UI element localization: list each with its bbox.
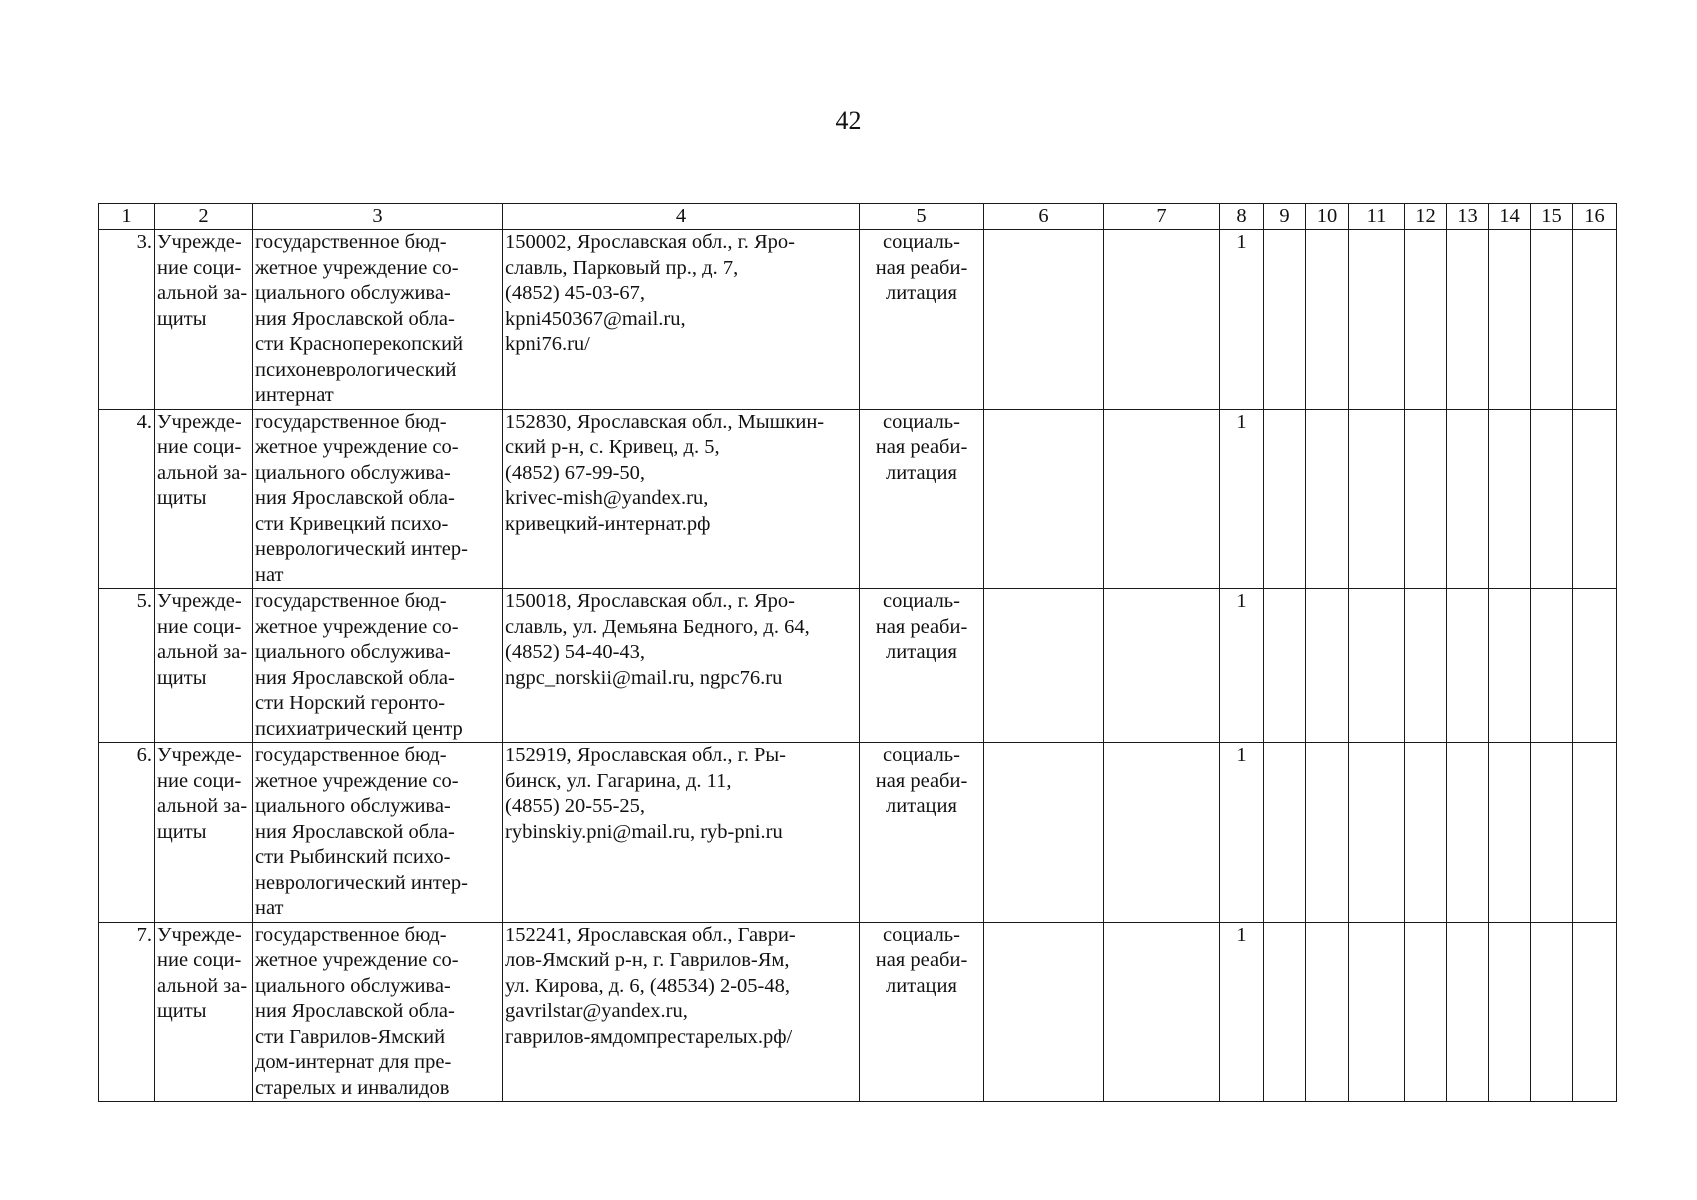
service-type: [860, 589, 984, 743]
institution-type: [155, 409, 253, 589]
cell-col14: [1489, 230, 1531, 410]
cell-col8: 1: [1220, 589, 1264, 743]
column-header: 10: [1306, 204, 1349, 230]
service-type: [860, 922, 984, 1102]
service-type-text: социаль- ная реаби- литация: [875, 231, 968, 304]
cell-col6: [984, 589, 1104, 743]
column-header: 2: [155, 204, 253, 230]
cell-col10: [1306, 743, 1349, 923]
cell-col8: 1: [1220, 922, 1264, 1102]
cell-col7: [1104, 743, 1220, 923]
institution-type-text: Учрежде- ние соци- альной за- щиты: [157, 231, 248, 330]
cell-col13: [1447, 743, 1489, 923]
cell-col7: [1104, 409, 1220, 589]
table-row: [99, 409, 1617, 589]
cell-col10: [1306, 230, 1349, 410]
institution-address: [503, 230, 860, 410]
cell-col11: [1349, 230, 1405, 410]
institution-name-text: государственное бюд- жетное учреждение со- циального обслужива- ния Ярославской обла- сти Кривецкий психо- неврологический интер- нат: [255, 410, 468, 586]
cell-col13: [1447, 230, 1489, 410]
cell-col8: 1: [1220, 230, 1264, 410]
institution-type-text: Учрежде- ние соци- альной за- щиты: [157, 410, 248, 509]
service-type: [860, 230, 984, 410]
cell-col9: [1264, 409, 1306, 589]
table-row: [99, 589, 1617, 743]
table-row: [99, 922, 1617, 1102]
column-header: 15: [1531, 204, 1573, 230]
cell-col12: [1405, 922, 1447, 1102]
cell-col10: [1306, 589, 1349, 743]
cell-col11: [1349, 589, 1405, 743]
cell-col16: [1573, 230, 1617, 410]
institution-address: [503, 743, 860, 923]
cell-col8: 1: [1220, 409, 1264, 589]
institutions-table: [98, 203, 1617, 1102]
cell-col7: [1104, 230, 1220, 410]
column-header: 6: [984, 204, 1104, 230]
cell-col13: [1447, 409, 1489, 589]
service-type-text: социаль- ная реаби- литация: [875, 923, 968, 997]
row-number: 6.: [99, 743, 155, 923]
column-header: 8: [1220, 204, 1264, 230]
institution-name-text: государственное бюд- жетное учреждение со- циального обслужива- ния Ярославской обла- сти Рыбинский психо- неврологический интер- нат: [255, 744, 468, 919]
row-number: 5.: [99, 589, 155, 743]
row-number: 4.: [99, 409, 155, 589]
cell-col9: [1264, 922, 1306, 1102]
institution-type-text: Учрежде- ние соци- альной за- щиты: [157, 744, 248, 843]
cell-col10: [1306, 409, 1349, 589]
column-header: 1: [99, 204, 155, 230]
institution-name: [253, 922, 503, 1102]
service-type-text: социаль- ная реаби- литация: [875, 410, 968, 484]
cell-col14: [1489, 743, 1531, 923]
cell-col12: [1405, 743, 1447, 923]
service-type: [860, 409, 984, 589]
service-type: [860, 743, 984, 923]
table-row: [99, 743, 1617, 923]
cell-col16: [1573, 409, 1617, 589]
column-header: 12: [1405, 204, 1447, 230]
institution-type: [155, 230, 253, 410]
institution-type: [155, 922, 253, 1102]
cell-col15: [1531, 589, 1573, 743]
cell-col11: [1349, 922, 1405, 1102]
cell-col15: [1531, 230, 1573, 410]
institution-type-text: Учрежде- ние соци- альной за- щиты: [157, 923, 248, 1022]
cell-col9: [1264, 743, 1306, 923]
institution-address-text: 150002, Ярославская обл., г. Яро- славль, Парковый пр., д. 7, (4852) 45-03-67, kpni450367@mail.ru, kpni76.ru/: [505, 231, 795, 355]
cell-col16: [1573, 743, 1617, 923]
cell-col7: [1104, 922, 1220, 1102]
cell-col10: [1306, 922, 1349, 1102]
cell-col14: [1489, 922, 1531, 1102]
cell-col7: [1104, 589, 1220, 743]
service-type-text: социаль- ная реаби- литация: [875, 590, 968, 663]
cell-col12: [1405, 589, 1447, 743]
column-header: 5: [860, 204, 984, 230]
institution-name: [253, 230, 503, 410]
cell-col13: [1447, 922, 1489, 1102]
header-row: [99, 204, 1617, 230]
institution-name-text: государственное бюд- жетное учреждение со- циального обслужива- ния Ярославской обла- сти Красноперекопский психоневрологический интернат: [255, 231, 464, 406]
cell-col12: [1405, 409, 1447, 589]
cell-col14: [1489, 589, 1531, 743]
page-number: 42: [835, 106, 862, 135]
cell-col11: [1349, 409, 1405, 589]
row-number: 3.: [99, 230, 155, 410]
column-header: 13: [1447, 204, 1489, 230]
institution-name-text: государственное бюд- жетное учреждение со- циального обслужива- ния Ярославской обла- сти Гаврилов-Ямский дом-интернат для пре- старелых и инвалидов: [255, 923, 459, 1099]
cell-col8: 1: [1220, 743, 1264, 923]
institution-name: [253, 409, 503, 589]
institution-name-text: государственное бюд- жетное учреждение со- циального обслужива- ния Ярославской обла- сти Норский геронто- психиатрический центр: [255, 590, 463, 740]
cell-col11: [1349, 743, 1405, 923]
institution-name: [253, 589, 503, 743]
cell-col12: [1405, 230, 1447, 410]
row-number: 7.: [99, 922, 155, 1102]
cell-col6: [984, 230, 1104, 410]
cell-col16: [1573, 589, 1617, 743]
service-type-text: социаль- ная реаби- литация: [875, 744, 968, 817]
cell-col15: [1531, 743, 1573, 923]
cell-col15: [1531, 409, 1573, 589]
cell-col6: [984, 743, 1104, 923]
cell-col9: [1264, 589, 1306, 743]
institution-name: [253, 743, 503, 923]
cell-col16: [1573, 922, 1617, 1102]
cell-col6: [984, 922, 1104, 1102]
institution-type: [155, 743, 253, 923]
column-header: 11: [1349, 204, 1405, 230]
cell-col6: [984, 409, 1104, 589]
institution-address-text: 152830, Ярославская обл., Мышкин- ский р-н, с. Кривец, д. 5, (4852) 67-99-50, krivec-mish@yandex.ru, кривецкий-интернат.рф: [505, 410, 825, 535]
cell-col15: [1531, 922, 1573, 1102]
column-header: 14: [1489, 204, 1531, 230]
column-header: 3: [253, 204, 503, 230]
institution-address: [503, 589, 860, 743]
cell-col14: [1489, 409, 1531, 589]
column-header: 7: [1104, 204, 1220, 230]
institution-address-text: 152241, Ярославская обл., Гаври- лов-Ямский р-н, г. Гаврилов-Ям, ул. Кирова, д. 6, (48534) 2-05-48, gavrilstar@yandex.ru, гаврилов-ямдомпрестарелых.рф/: [505, 923, 796, 1048]
column-header: 9: [1264, 204, 1306, 230]
table-row: [99, 230, 1617, 410]
institution-type: [155, 589, 253, 743]
institution-type-text: Учрежде- ние соци- альной за- щиты: [157, 590, 248, 689]
column-header: 4: [503, 204, 860, 230]
cell-col13: [1447, 589, 1489, 743]
institution-address-text: 152919, Ярославская обл., г. Ры- бинск, ул. Гагарина, д. 11, (4855) 20-55-25, rybinskiy.pni@mail.ru, ryb-pni.ru: [505, 744, 786, 843]
institution-address-text: 150018, Ярославская обл., г. Яро- славль, ул. Демьяна Бедного, д. 64, (4852) 54-40-43, ngpc_norskii@mail.ru, ngpc76.ru: [505, 590, 810, 689]
institution-address: [503, 409, 860, 589]
cell-col9: [1264, 230, 1306, 410]
institution-address: [503, 922, 860, 1102]
column-header: 16: [1573, 204, 1617, 230]
